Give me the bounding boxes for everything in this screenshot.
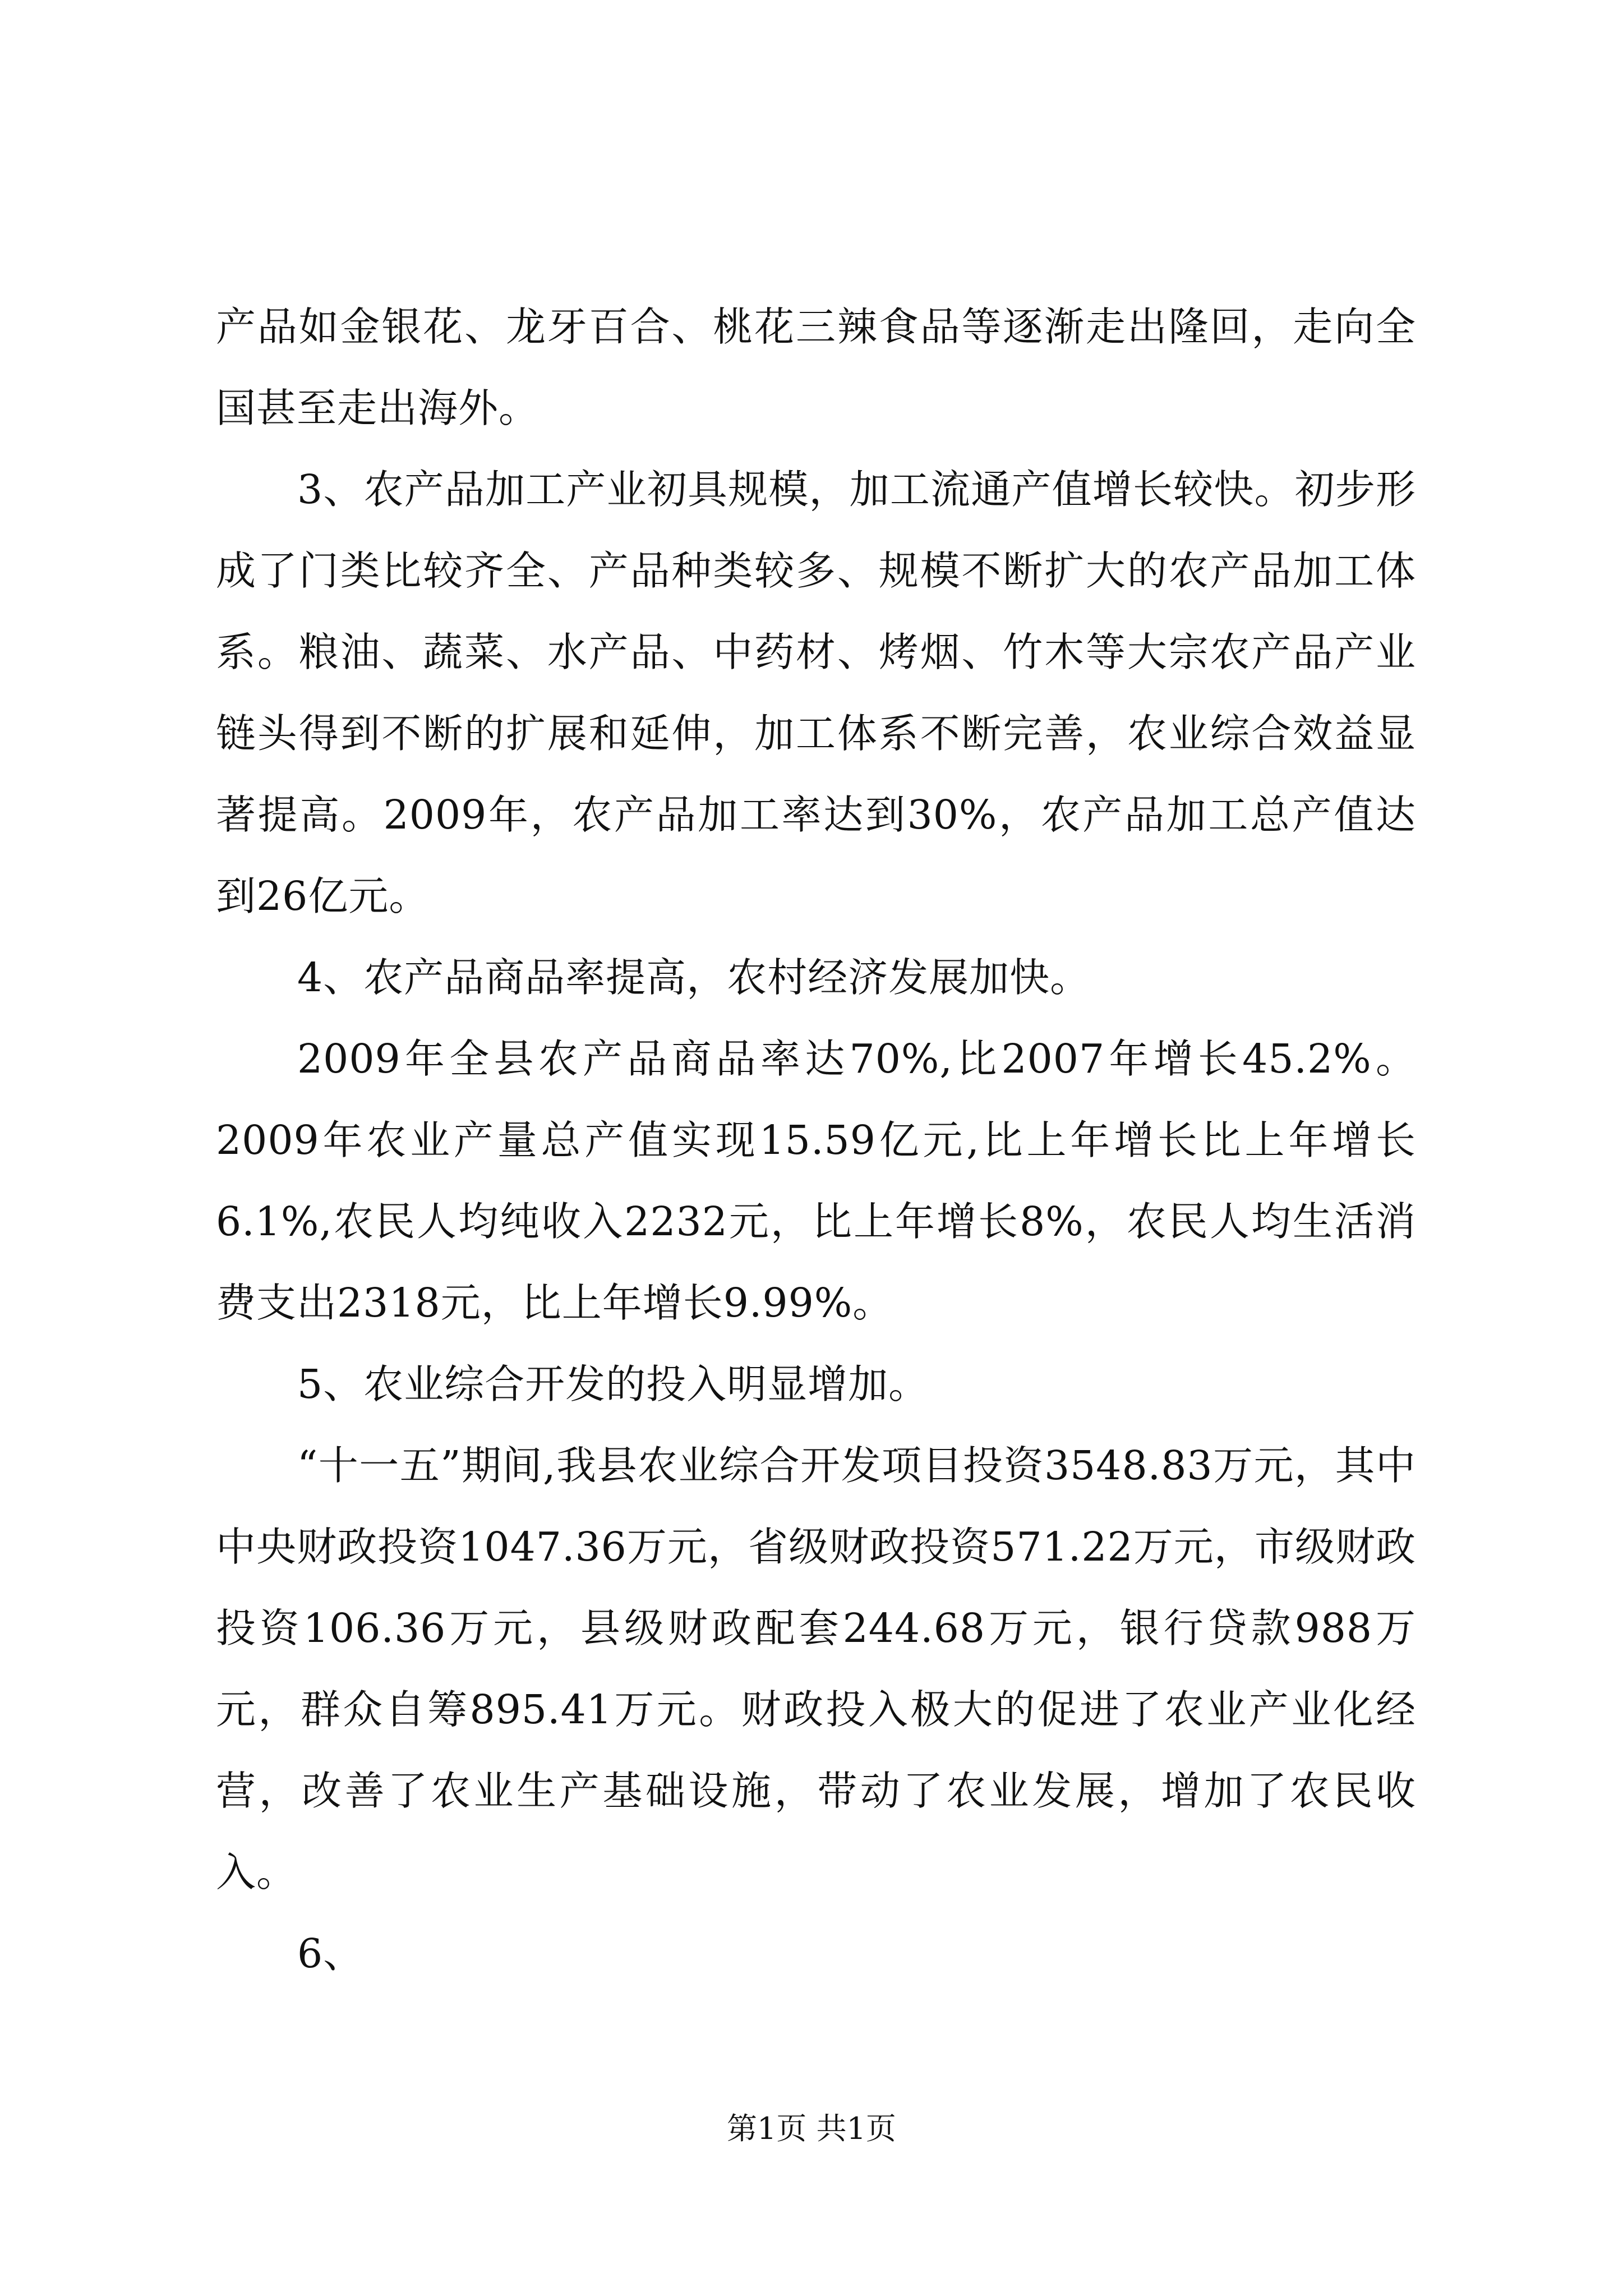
page-footer: 第1页 共1页 xyxy=(727,2111,896,2146)
paragraph-2: 3、农产品加工产业初具规模，加工流通产值增长较快。初步形成了门类比较齐全、产品种类较多、规模不断扩大的农产品加工体系。粮油、蔬菜、水产品、中药材、烤烟、竹木等大宗农产品产业链头得到不断的扩展和延伸，加工体系不断完善，农业综合效益显著提高。2009年，农产品加工率达到30%，农产品加工总产值达到26亿元。 xyxy=(216,466,1416,919)
paragraph-4: 2009年全县农产品商品率达70%,比2007年增长45.2%。2009年农业产量总产值实现15.59亿元,比上年增长比上年增长6.1%,农民人均纯收入2232元，比上年增长8%，农民人均生活消费支出2318元，比上年增长9.99%。 xyxy=(216,1036,1416,1326)
paragraph-1: 产品如金银花、龙牙百合、桃花三辣食品等逐渐走出隆回，走向全国甚至走出海外。 xyxy=(216,303,1416,431)
paragraph-6: “十一五”期间,我县农业综合开发项目投资3548.83万元，其中中央财政投资1047.36万元，省级财政投资571.22万元，市级财政投资106.36万元，县级财政配套244.68万元，银行贷款988万元，群众自筹895.41万元。财政投入极大的促进了农业产业化经营，改善了农业生产基础设施，带动了农业发展，增加了农民收入。 xyxy=(216,1442,1416,1895)
document-body xyxy=(216,286,1416,1994)
paragraph-7: 6、 xyxy=(297,1930,364,1977)
paragraph-3: 4、农产品商品率提高，农村经济发展加快。 xyxy=(297,954,1091,1001)
paragraph-5: 5、农业综合开发的投入明显增加。 xyxy=(297,1361,929,1407)
